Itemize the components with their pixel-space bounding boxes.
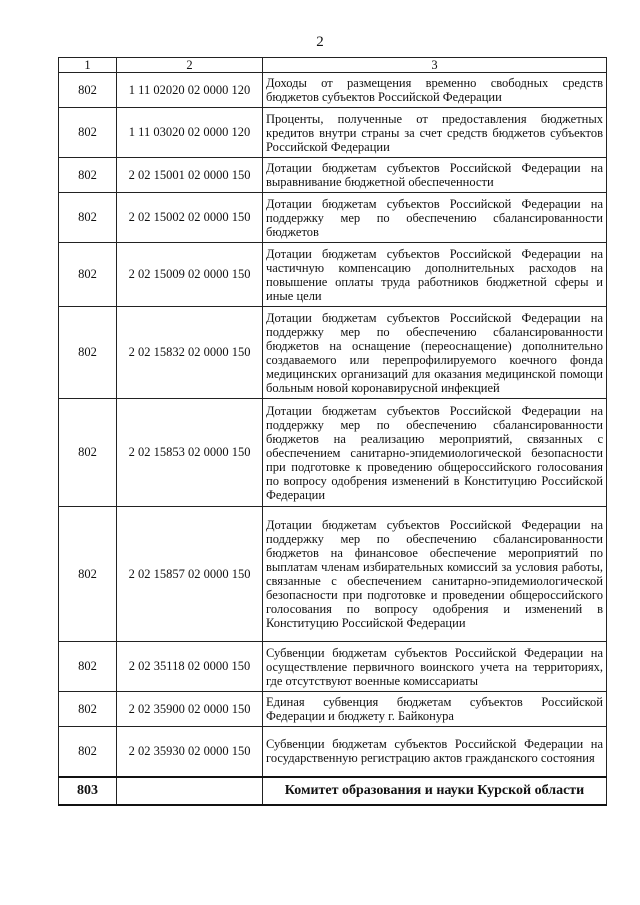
admin-code: 802 bbox=[59, 692, 117, 727]
revenue-code: 2 02 35900 02 0000 150 bbox=[117, 692, 263, 727]
revenue-code: 2 02 15009 02 0000 150 bbox=[117, 243, 263, 307]
table-row bbox=[59, 108, 607, 158]
revenue-code: 2 02 35930 02 0000 150 bbox=[117, 727, 263, 777]
table-row bbox=[59, 307, 607, 399]
revenue-name: Дотации бюджетам субъектов Российской Федерации на поддержку мер по обеспечению сбалансированности бюджетов на оснащение (переоснащение) дополнительно создаваемого или перепрофилируемого коечного фонда медицинских организаций для оказания медицинской помощи больным новой коронавирусной инфекцией bbox=[263, 307, 607, 399]
revenue-name: Дотации бюджетам субъектов Российской Федерации на частичную компенсацию дополнительных расходов на повышение оплаты труда работников бюджетной сферы и иные цели bbox=[263, 243, 607, 307]
admin-code: 803 bbox=[59, 777, 117, 805]
column-number-row bbox=[59, 58, 607, 73]
column-header-2: 2 bbox=[117, 58, 263, 73]
revenue-name: Дотации бюджетам субъектов Российской Федерации на поддержку мер по обеспечению сбалансированности бюджетов на реализацию мероприятий, связанных с обеспечением санитарно-эпидемиологической безопасности при подготовке к проведению общероссийского голосования по вопросу одобрения изменений в Конституцию Российской Федерации bbox=[263, 399, 607, 507]
table-row bbox=[59, 727, 607, 777]
admin-code: 802 bbox=[59, 243, 117, 307]
admin-code: 802 bbox=[59, 73, 117, 108]
revenue-name: Дотации бюджетам субъектов Российской Федерации на выравнивание бюджетной обеспеченности bbox=[263, 158, 607, 193]
administrator-name: Комитет образования и науки Курской области bbox=[263, 777, 607, 805]
table-row bbox=[59, 73, 607, 108]
column-header-3: 3 bbox=[263, 58, 607, 73]
table-row bbox=[59, 243, 607, 307]
table-row bbox=[59, 158, 607, 193]
revenue-name: Единая субвенция бюджетам субъектов Российской Федерации и бюджету г. Байконура bbox=[263, 692, 607, 727]
revenue-code: 2 02 15832 02 0000 150 bbox=[117, 307, 263, 399]
revenue-code: 2 02 15857 02 0000 150 bbox=[117, 507, 263, 642]
admin-code: 802 bbox=[59, 727, 117, 777]
admin-code: 802 bbox=[59, 193, 117, 243]
revenue-code: 1 11 02020 02 0000 120 bbox=[117, 73, 263, 108]
admin-code: 802 bbox=[59, 158, 117, 193]
table-row bbox=[59, 193, 607, 243]
revenue-name: Доходы от размещения временно свободных средств бюджетов субъектов Российской Федерации bbox=[263, 73, 607, 108]
admin-code: 802 bbox=[59, 108, 117, 158]
revenue-name: Дотации бюджетам субъектов Российской Федерации на поддержку мер по обеспечению сбалансированности бюджетов на финансовое обеспечение мероприятий по выплатам членам избирательных комиссий за условия работы, связанные с обеспечением санитарно-эпидемиологической безопасности при подготовке и проведении общероссийского голосования по вопросу одобрения и изменений в Конституцию Российской Федерации bbox=[263, 507, 607, 642]
column-header-1: 1 bbox=[59, 58, 117, 73]
revenue-name: Дотации бюджетам субъектов Российской Федерации на поддержку мер по обеспечению сбалансированности бюджетов bbox=[263, 193, 607, 243]
revenue-code: 2 02 35118 02 0000 150 bbox=[117, 642, 263, 692]
admin-code: 802 bbox=[59, 642, 117, 692]
admin-code: 802 bbox=[59, 507, 117, 642]
administrator-heading-row bbox=[59, 777, 607, 805]
table-row bbox=[59, 642, 607, 692]
revenue-code: 2 02 15002 02 0000 150 bbox=[117, 193, 263, 243]
revenue-name: Субвенции бюджетам субъектов Российской Федерации на государственную регистрацию актов гражданского состояния bbox=[263, 727, 607, 777]
admin-code: 802 bbox=[59, 307, 117, 399]
revenue-code: 2 02 15853 02 0000 150 bbox=[117, 399, 263, 507]
table-row bbox=[59, 507, 607, 642]
page-number: 2 bbox=[316, 34, 324, 50]
revenue-code: 1 11 03020 02 0000 120 bbox=[117, 108, 263, 158]
revenue-code bbox=[117, 777, 263, 805]
revenue-code: 2 02 15001 02 0000 150 bbox=[117, 158, 263, 193]
budget-code-table bbox=[58, 57, 607, 806]
admin-code: 802 bbox=[59, 399, 117, 507]
revenue-name: Субвенции бюджетам субъектов Российской Федерации на осуществление первичного воинского учета на территориях, где отсутствуют военные комиссариаты bbox=[263, 642, 607, 692]
revenue-name: Проценты, полученные от предоставления бюджетных кредитов внутри страны за счет средств бюджетов субъектов Российской Федерации bbox=[263, 108, 607, 158]
table-row bbox=[59, 399, 607, 507]
table-row bbox=[59, 692, 607, 727]
